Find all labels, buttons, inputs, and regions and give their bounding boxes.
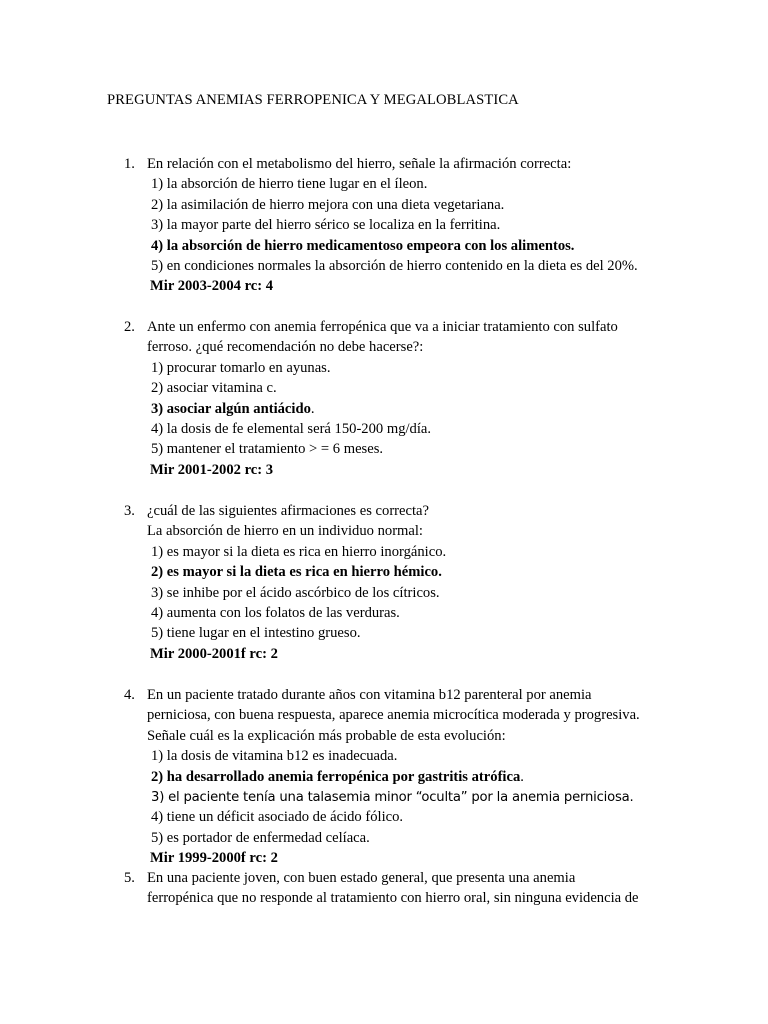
question-stem-line: Ante un enfermo con anemia ferropénica que va a iniciar tratamiento con sulfato bbox=[147, 319, 618, 335]
option: 5) mantener el tratamiento > = 6 meses. bbox=[151, 441, 384, 458]
option: 1) es mayor si la dieta es rica en hierro inorgánico. bbox=[151, 543, 447, 560]
answer-key: Mir 2001-2002 rc: 3 bbox=[150, 461, 274, 478]
option: 4) tiene un déficit asociado de ácido fólico. bbox=[151, 809, 404, 826]
option-correct: 2) ha desarrollado anemia ferropénica por gastritis atrófica. bbox=[151, 768, 524, 785]
question-stem-line: Señale cuál es la explicación más probable de esta evolución: bbox=[147, 727, 506, 744]
option: 4) la dosis de fe elemental será 150-200 mg/día. bbox=[151, 421, 432, 437]
answer-key: Mir 2000-2001f rc: 2 bbox=[150, 645, 278, 662]
question-stem-line: perniciosa, con buena respuesta, aparece anemia microcítica moderada y progresiva. bbox=[147, 707, 640, 724]
question-number: 5. bbox=[124, 870, 135, 886]
option: 1) la dosis de vitamina b12 es inadecuada. bbox=[151, 748, 398, 765]
answer-key: Mir 2003-2004 rc: 4 bbox=[150, 278, 274, 295]
question-stem-line: La absorción de hierro en un individuo normal: bbox=[147, 523, 423, 540]
option: 1) procurar tomarlo en ayunas. bbox=[151, 359, 331, 376]
question-stem-line: ¿cuál de las siguientes afirmaciones es correcta? bbox=[147, 503, 430, 519]
question-stem-line: ferroso. ¿qué recomendación no debe hacerse?: bbox=[147, 339, 424, 356]
document-title: PREGUNTAS ANEMIAS FERROPENICA Y MEGALOBLASTICA bbox=[107, 92, 519, 108]
option: 1) la absorción de hierro tiene lugar en el íleon. bbox=[151, 176, 428, 193]
option: 2) asociar vitamina c. bbox=[151, 380, 277, 397]
question-stem-line: En un paciente tratado durante años con vitamina b12 parenteral por anemia bbox=[147, 687, 592, 703]
option-correct: 3) asociar algún antiácido. bbox=[151, 400, 315, 417]
question-stem-line: ferropénica que no responde al tratamiento con hierro oral, sin ninguna evidencia de bbox=[147, 890, 639, 907]
question-number: 1. bbox=[124, 156, 135, 172]
option: 4) aumenta con los folatos de las verduras. bbox=[151, 605, 400, 621]
option: 5) tiene lugar en el intestino grueso. bbox=[151, 625, 361, 642]
question-stem-line: En una paciente joven, con buen estado general, que presenta una anemia bbox=[147, 870, 576, 886]
question-number: 2. bbox=[124, 319, 135, 335]
option-correct: 2) es mayor si la dieta es rica en hierro hémico. bbox=[151, 564, 442, 581]
option-correct: 4) la absorción de hierro medicamentoso empeora con los alimentos. bbox=[151, 237, 575, 254]
question-number: 3. bbox=[124, 503, 135, 519]
option: 5) es portador de enfermedad celíaca. bbox=[151, 829, 370, 846]
option: 2) la asimilación de hierro mejora con una dieta vegetariana. bbox=[151, 196, 505, 213]
question-number: 4. bbox=[124, 687, 135, 703]
option: 3) el paciente tenía una talasemia minor “oculta” por la anemia perniciosa. bbox=[151, 790, 634, 805]
option: 3) la mayor parte del hierro sérico se localiza en la ferritina. bbox=[151, 217, 501, 234]
answer-key: Mir 1999-2000f rc: 2 bbox=[150, 850, 278, 867]
option: 5) en condiciones normales la absorción de hierro contenido en la dieta es del 20%. bbox=[151, 258, 638, 274]
option: 3) se inhibe por el ácido ascórbico de los cítricos. bbox=[151, 584, 440, 601]
question-stem-line: En relación con el metabolismo del hierro, señale la afirmación correcta: bbox=[147, 156, 572, 172]
